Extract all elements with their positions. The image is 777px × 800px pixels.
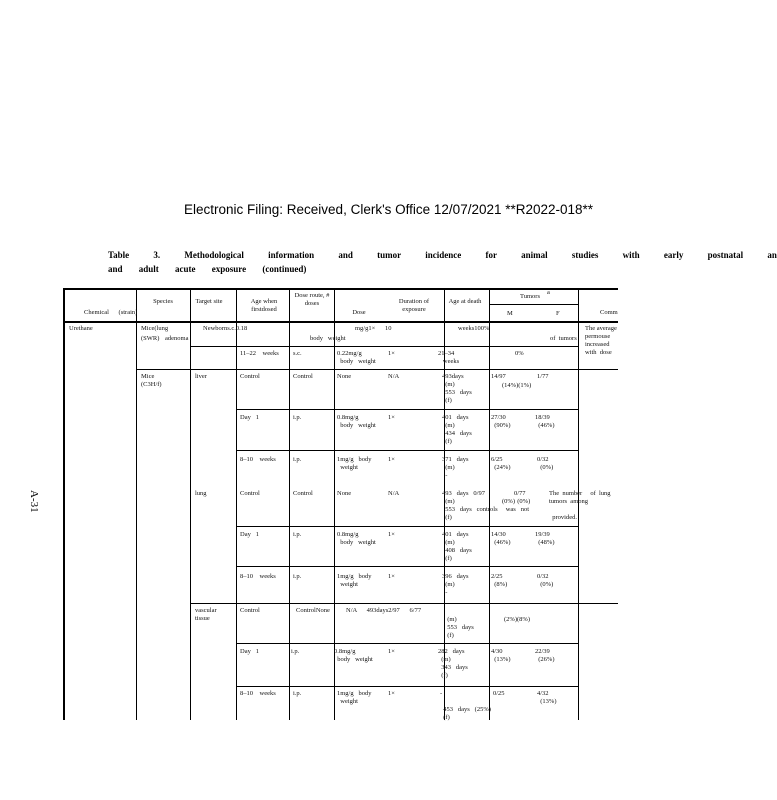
col-header-m: M [507,310,513,317]
liver-control-route: Control [293,373,313,380]
col-header-duration: Duration of exposure [398,298,431,313]
liver-control-age: Control [240,373,260,380]
species-cell-1b: (SWR) adenoma [141,335,189,342]
lung-day1-age: Day 1 [240,531,259,538]
vasc-control-death: (m) 553 days (f) [447,616,474,639]
col-header-comments: Comm [600,309,618,316]
row-line-6 [236,566,578,567]
vasc-adult-dose: 1mg/g body weight [337,690,372,705]
liver-day1-route: i.p. [293,414,302,421]
liver-day1-m: 27/30 (90%) [491,414,511,429]
vasc-control-pct: (2%)(8%) [504,616,530,623]
row1-comments-2: of tumors [550,335,577,342]
species-cell-2: Mice (C3H/f) [141,373,162,388]
row-line-7 [190,603,618,604]
col-header-age-first-dosed: Age when firstdosed [250,298,279,313]
vasc-day1-age: Day 1 [240,648,259,655]
liver-adult-death: 371 days (m) - [442,456,469,479]
vasc-day1-m: 4/30 (13%) [491,648,511,663]
table-top-border [63,288,618,290]
col-header-dose-route: Dose route, # doses [294,292,332,307]
site-liver: liver [195,373,207,380]
caption-line-2: and adult acute exposure (continued) [108,264,307,274]
col-header-species: Species [153,298,173,305]
lung-control-age: Control [240,490,260,497]
lung-control-route: Control [293,490,313,497]
lung-control-dose: None [337,490,352,497]
vasc-control-route: ControlNone [296,607,330,614]
row-line-1 [190,346,578,347]
row-line-2 [136,369,618,370]
liver-adult-age: 8–10 weeks [240,456,276,463]
row2-age: 11–22 weeks [240,350,279,357]
site-vascular: vascular tissue [195,607,217,622]
row2-duration: 1× [388,350,395,357]
col-line-1 [136,288,137,720]
liver-control-dose: None [337,373,352,380]
tumors-footnote-mark: a [547,289,550,296]
col-line-2 [190,288,191,720]
lung-day1-dose: 0.8mg/g body weight [337,531,376,546]
vasc-adult-duration: 1× [388,690,395,697]
liver-adult-dose: 1mg/g body weight [337,456,372,471]
col-header-age-at-death: Age at death [448,298,482,305]
lung-adult-route: i.p. [293,573,302,580]
side-page-number: A-31 [28,490,40,513]
col-header-target-site: Target site [195,298,223,305]
row2-death: 21–34 weeks [438,350,460,365]
col-line-0 [63,288,65,720]
header-bottom-border [63,321,618,323]
row1-comments: The average permouse increased with dose [585,325,617,356]
lung-adult-duration: 1× [388,573,395,580]
col-line-3 [236,288,237,720]
lung-control-m: (0%) [502,498,515,505]
liver-adult-m: 6/25 (24%) [491,456,511,471]
row-line-8 [236,643,578,644]
vasc-adult-route: i.p. [293,690,302,697]
vasc-day1-route: i.p. [291,648,300,655]
lung-day1-death: 401 days (m) 408 days (f) [442,531,472,562]
row-line-3 [236,409,578,410]
vasc-day1-dose: 0.8mg/g body weight [334,648,373,663]
vasc-adult-death: - 453 days (25%) (f) [440,690,491,721]
col-header-tumors: Tumors [520,293,540,300]
row-line-5 [236,526,578,527]
liver-day1-death: 401 days (m) 434 days (f) [442,414,472,445]
lung-control-death: 493 days 0/97 (m) 553 days controls was not (f) [442,490,530,521]
lung-adult-f: 0/32 (0%) [537,573,554,588]
col-header-f: F [556,310,560,317]
chemical-cell: Urethane [69,325,93,332]
liver-control-death: 493days (m) 553 days (f) [442,373,472,404]
lung-adult-dose: 1mg/g body weight [337,573,372,588]
lung-adult-m: 2/25 (8%) [491,573,508,588]
tumors-subheader-border [489,304,578,305]
vasc-day1-death: 282 days (m) 343 days (f) [438,648,468,679]
lung-day1-duration: 1× [388,531,395,538]
row2-dose: 0.22mg/g body weight [337,350,376,365]
row1-dose-2: body weight [310,335,346,342]
liver-control-duration: N/A [388,373,400,380]
caption-line-1: Table 3. Methodological information and tumor incidence for animal studies with early postnatal an [108,250,777,260]
vasc-control-age: Control [240,607,260,614]
row2-tumor: 0% [515,350,524,357]
vasc-day1-f: 22/39 (26%) [535,648,555,663]
liver-control-pct: (14%)(1%) [502,382,532,389]
liver-control-f: 1/77 [537,373,549,380]
lung-adult-death: 396 days (m) - [442,573,469,596]
row-line-4 [236,450,578,451]
liver-control-m: 14/97 [491,373,506,380]
lung-adult-age: 8–10 weeks [240,573,276,580]
liver-adult-duration: 1× [388,456,395,463]
liver-day1-duration: 1× [388,414,395,421]
species-cell-1: Mice(lung [141,325,169,332]
lung-day1-route: i.p. [293,531,302,538]
vasc-control-dose: N/A 493days2/97 6/77 [346,607,422,614]
lung-day1-m: 14/30 (46%) [491,531,511,546]
vasc-adult-f: 4/32 (13%) [537,690,557,705]
col-header-dose: Dose [352,309,366,316]
liver-adult-route: i.p. [293,456,302,463]
site-lung: lung [195,490,207,497]
row-line-9 [236,686,578,687]
vasc-adult-age: 8–10 weeks [240,690,276,697]
vasc-adult-m: 0/25 [493,690,505,697]
liver-day1-age: Day 1 [240,414,259,421]
lung-control-comments: The number of lung tumors among provided. [549,490,611,521]
liver-day1-dose: 0.8mg/g body weight [337,414,376,429]
electronic-filing-header: Electronic Filing: Received, Clerk's Office 12/07/2021 **R2022-018** [184,202,594,217]
row1-age: Newborns.c.0.18 [203,325,248,332]
lung-day1-f: 19/39 (48%) [535,531,555,546]
row1-dose: mg/g1× 10 [355,325,392,332]
lung-control-f: 0/77 (0%) [514,490,531,505]
col-header-chemical: Chemical (strain) [84,309,138,316]
row1-death: weeks100% [458,325,490,332]
lung-control-duration: N/A [388,490,400,497]
col-line-4 [289,288,290,720]
liver-day1-f: 18/39 (46%) [535,414,555,429]
vasc-day1-duration: 1× [388,648,395,655]
liver-adult-f: 0/32 (0%) [537,456,554,471]
row2-route: s.c. [293,350,302,357]
